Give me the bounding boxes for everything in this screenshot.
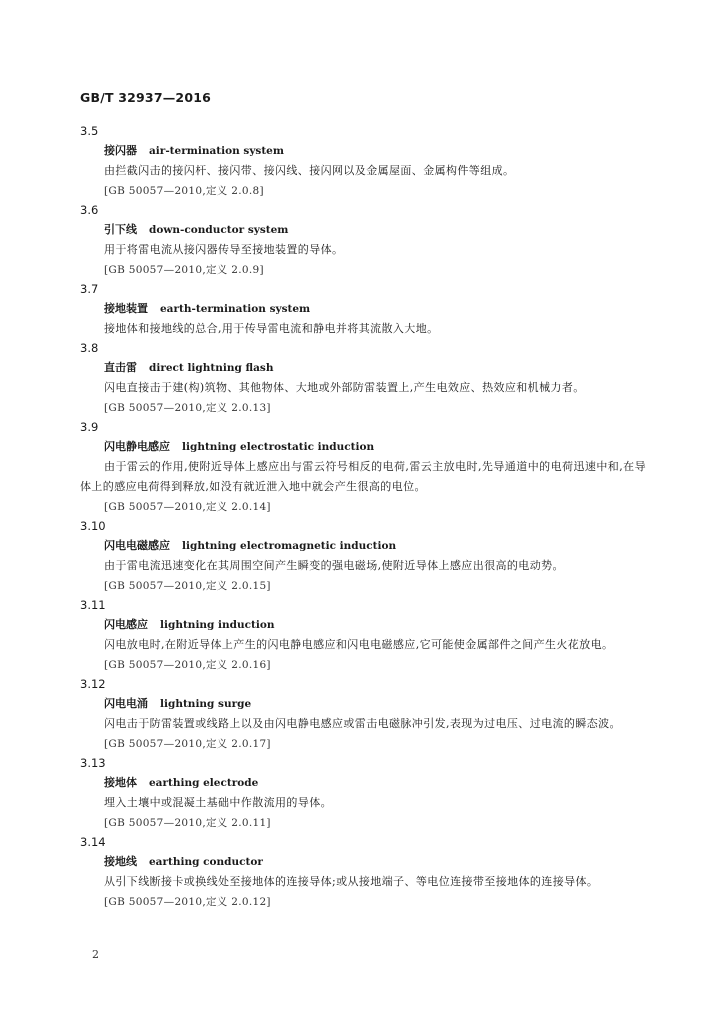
entry-number: 3.6: [80, 203, 99, 217]
term-en: direct lightning flash: [149, 362, 274, 374]
entry-term: [80, 358, 646, 378]
entry-definition: 闪电直接击于建(构)筑物、其他物体、大地或外部防雷装置上,产生电效应、热效应和机械力者。: [104, 381, 585, 394]
term-en: earthing electrode: [149, 777, 259, 789]
entry-term: [80, 694, 646, 714]
term-zh: 闪电感应: [104, 618, 148, 631]
term-zh: 接地线: [104, 855, 137, 868]
entry-definition: 从引下线断接卡或换线处至接地体的连接导体;或从接地端子、等电位连接带至接地体的连接导体。: [104, 875, 599, 888]
entry-definition: 闪电放电时,在附近导体上产生的闪电静电感应和闪电电磁感应,它可能使金属部件之间产生火花放电。: [104, 638, 614, 651]
term-entry-3-8: [80, 339, 646, 418]
entry-source: [GB 50057—2010,定义 2.0.9]: [104, 264, 264, 276]
entry-term: [80, 220, 646, 240]
entry-source: [GB 50057—2010,定义 2.0.15]: [104, 580, 271, 592]
term-en: earth-termination system: [160, 303, 311, 315]
entry-term: [80, 437, 646, 457]
entry-source: [GB 50057—2010,定义 2.0.11]: [104, 817, 271, 829]
entry-number: 3.11: [80, 598, 106, 612]
entry-number: 3.7: [80, 282, 99, 296]
entry-source: [GB 50057—2010,定义 2.0.13]: [104, 402, 271, 414]
term-zh: 闪电电磁感应: [104, 539, 170, 552]
entry-number: 3.13: [80, 756, 106, 770]
term-en: lightning electromagnetic induction: [182, 540, 397, 552]
entry-definition: 由于雷电流迅速变化在其周围空间产生瞬变的强电磁场,使附近导体上感应出很高的电动势。: [104, 559, 564, 572]
entry-source: [GB 50057—2010,定义 2.0.17]: [104, 738, 271, 750]
term-entry-3-11: [80, 596, 646, 675]
entry-term: [80, 299, 646, 319]
entry-source: [GB 50057—2010,定义 2.0.14]: [104, 501, 271, 513]
entry-term: [80, 141, 646, 161]
entry-number: 3.8: [80, 341, 99, 355]
term-entry-3-5: [80, 122, 646, 201]
entry-term: [80, 773, 646, 793]
term-en: down-conductor system: [149, 224, 289, 236]
entry-term: [80, 615, 646, 635]
term-zh: 接闪器: [104, 144, 137, 157]
term-definitions: [80, 122, 646, 912]
term-entry-3-6: [80, 201, 646, 280]
term-en: lightning electrostatic induction: [182, 441, 375, 453]
page-number: 2: [92, 948, 99, 961]
term-zh: 闪电静电感应: [104, 440, 170, 453]
entry-definition: 由于雷云的作用,使附近导体上感应出与雷云符号相反的电荷,雷云主放电时,先导通道中的电荷迅速中和,在导体上的感应电荷得到释放,如没有就近泄入地中就会产生很高的电位。: [80, 460, 646, 493]
entry-number: 3.9: [80, 420, 99, 434]
term-en: lightning surge: [160, 698, 252, 710]
standard-code-header: GB/T 32937—2016: [80, 90, 212, 105]
entry-number: 3.14: [80, 835, 106, 849]
term-entry-3-9: [80, 418, 646, 517]
entry-source: [GB 50057—2010,定义 2.0.16]: [104, 659, 271, 671]
entry-definition: 埋入土壤中或混凝土基础中作散流用的导体。: [104, 796, 332, 809]
entry-number: 3.10: [80, 519, 106, 533]
entry-definition: 接地体和接地线的总合,用于传导雷电流和静电并将其流散入大地。: [104, 322, 439, 335]
term-zh: 接地体: [104, 776, 137, 789]
term-en: earthing conductor: [149, 856, 263, 868]
term-entry-3-12: [80, 675, 646, 754]
term-entry-3-14: [80, 833, 646, 912]
term-zh: 闪电电涌: [104, 697, 148, 710]
entry-definition: 用于将雷电流从接闪器传导至接地装置的导体。: [104, 243, 344, 256]
entry-definition: 闪电击于防雷装置或线路上以及由闪电静电感应或雷击电磁脉冲引发,表现为过电压、过电流的瞬态波。: [104, 717, 621, 730]
term-zh: 直击雷: [104, 361, 137, 374]
term-zh: 接地装置: [104, 302, 148, 315]
term-zh: 引下线: [104, 223, 137, 236]
term-entry-3-13: [80, 754, 646, 833]
entry-number: 3.12: [80, 677, 106, 691]
term-entry-3-10: [80, 517, 646, 596]
entry-term: [80, 852, 646, 872]
entry-number: 3.5: [80, 124, 99, 138]
term-entry-3-7: [80, 280, 646, 339]
entry-term: [80, 536, 646, 556]
entry-source: [GB 50057—2010,定义 2.0.12]: [104, 896, 271, 908]
entry-definition: 由拦截闪击的接闪杆、接闪带、接闪线、接闪网以及金属屋面、金属构件等组成。: [104, 164, 515, 177]
entry-source: [GB 50057—2010,定义 2.0.8]: [104, 185, 264, 197]
term-en: air-termination system: [149, 145, 284, 157]
term-en: lightning induction: [160, 619, 275, 631]
